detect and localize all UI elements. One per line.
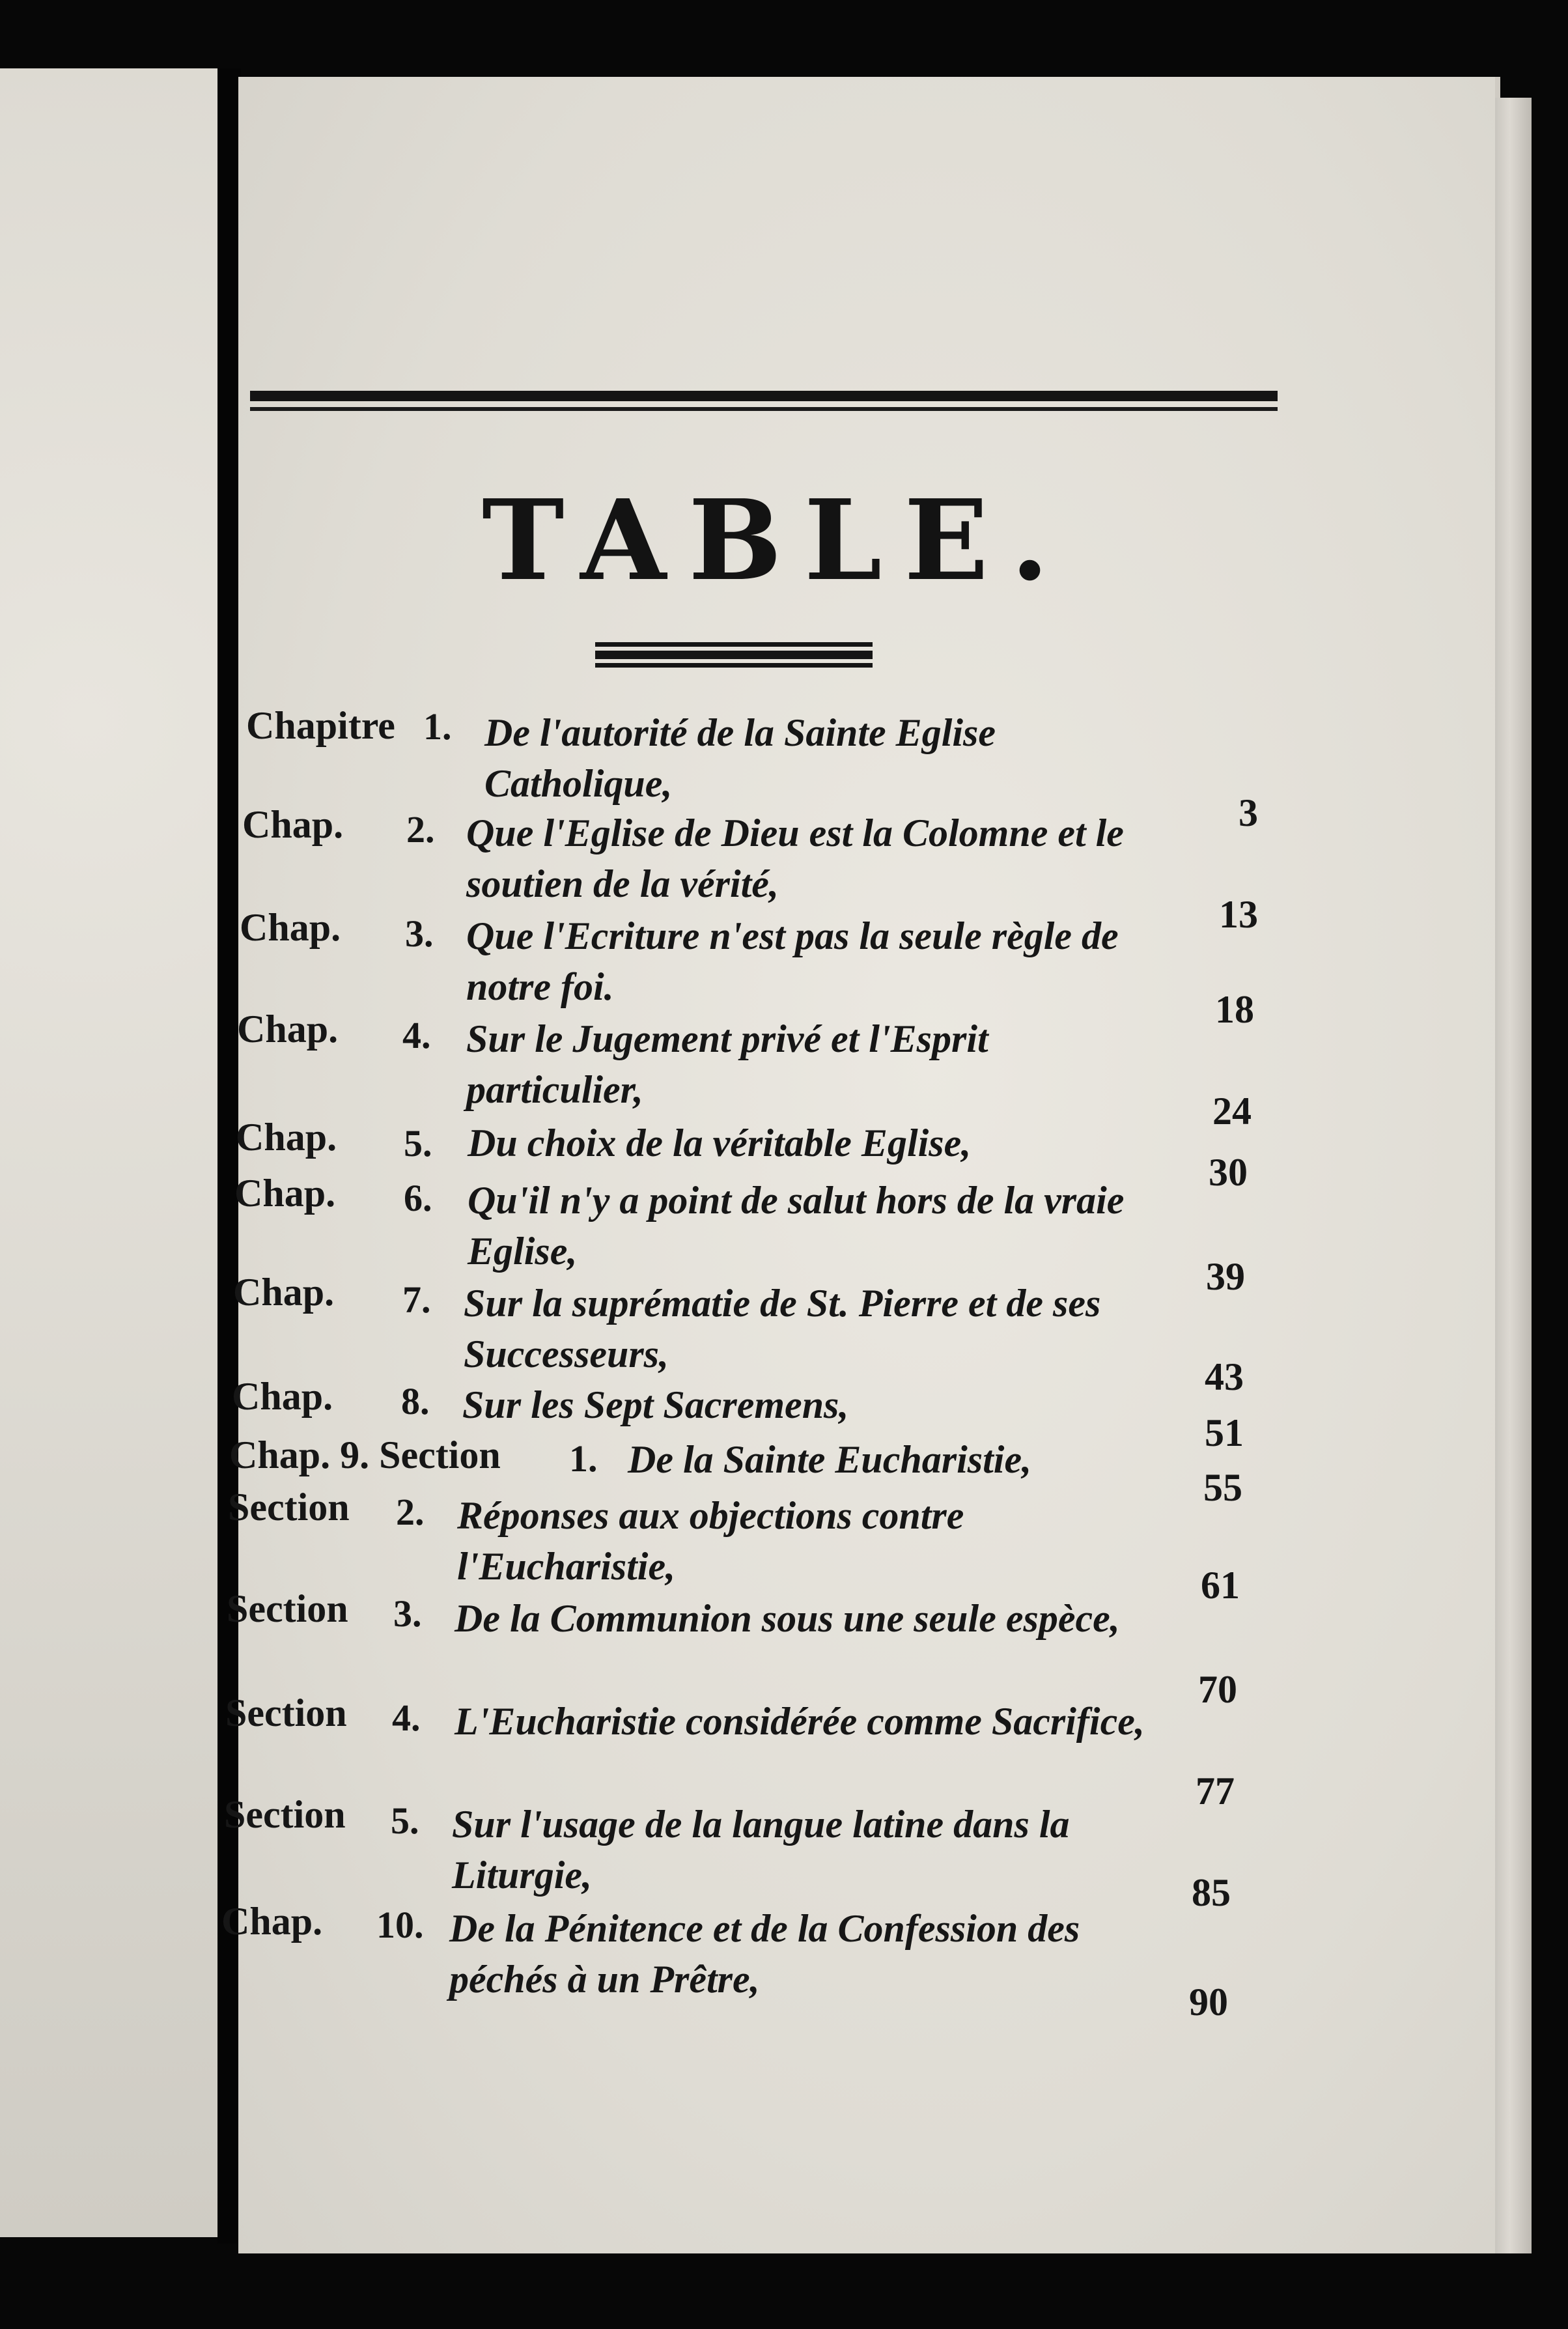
entry-number: 7.	[402, 1278, 431, 1321]
entry-page: 39	[1206, 1255, 1245, 1298]
entry-label: Chapitre	[246, 704, 395, 747]
entry-label: Chap.	[240, 906, 341, 949]
entry-page: 43	[1205, 1355, 1244, 1398]
entry-label: Chap.	[236, 1116, 337, 1159]
entry-number: 2.	[406, 808, 435, 851]
entry-title: Sur la suprématie de St. Pierre et de ses Successeurs,	[464, 1282, 1101, 1376]
entry-number: 3.	[393, 1592, 422, 1635]
entry-page: 13	[1219, 893, 1258, 936]
entry-label: Chap. 9. Section	[229, 1433, 501, 1476]
entry-number: 4.	[392, 1697, 421, 1739]
entry-page: 3	[1239, 791, 1258, 834]
entry-page: 18	[1215, 988, 1254, 1031]
entry-title: Sur les Sept Sacremens,	[462, 1383, 849, 1426]
entry-number: 2.	[396, 1491, 425, 1533]
entry-number: 5.	[391, 1800, 419, 1842]
entry-title: Qu'il n'y a point de salut hors de la vraie Eglise,	[468, 1179, 1125, 1273]
page-title: TABLE.	[482, 475, 1072, 606]
entry-page: 55	[1203, 1466, 1242, 1509]
entry-page: 85	[1192, 1871, 1231, 1914]
entry-title: Réponses aux objections contre l'Eucharistie,	[457, 1494, 964, 1588]
entry-page: 70	[1198, 1668, 1237, 1711]
entry-title: Sur le Jugement privé et l'Esprit particulier,	[466, 1017, 988, 1111]
entry-title: Que l'Ecriture n'est pas la seule règle de notre foi.	[466, 914, 1119, 1008]
entry-title: Sur l'usage de la langue latine dans la Liturgie,	[452, 1803, 1070, 1897]
entry-number: 10.	[376, 1904, 424, 1946]
entry-label: Section	[228, 1486, 350, 1529]
entry-label: Section	[224, 1793, 346, 1836]
entry-label: Chap.	[221, 1900, 323, 1943]
entry-number: 6.	[404, 1177, 432, 1219]
entry-number: 1.	[423, 705, 452, 748]
entry-title: De l'autorité de la Sainte Eglise Catholique,	[484, 711, 996, 805]
entry-page: 77	[1196, 1770, 1235, 1813]
entry-page: 24	[1212, 1090, 1252, 1133]
entry-page: 51	[1205, 1411, 1244, 1454]
entry-title: Du choix de la véritable Eglise,	[468, 1122, 972, 1164]
entry-page: 61	[1201, 1564, 1240, 1607]
entry-label: Chap.	[237, 1008, 339, 1051]
entry-label: Section	[227, 1587, 348, 1630]
entry-label: Chap.	[233, 1271, 335, 1314]
entry-label: Chap.	[242, 803, 344, 846]
entry-title: De la Communion sous une seule espèce,	[455, 1597, 1120, 1640]
entry-label: Chap.	[234, 1172, 336, 1215]
entry-number: 3.	[405, 912, 434, 955]
entry-page: 90	[1189, 1981, 1228, 2024]
entry-title: De la Pénitence et de la Confession des péchés à un Prêtre,	[449, 1907, 1080, 2001]
entry-number: 1.	[569, 1437, 598, 1480]
entry-label: Chap.	[232, 1375, 333, 1418]
entry-title: De la Sainte Eucharistie,	[628, 1438, 1032, 1481]
entry-page: 30	[1209, 1151, 1248, 1194]
entry-title: Que l'Eglise de Dieu est la Colomne et le soutien de la vérité,	[466, 812, 1124, 905]
entry-label: Section	[225, 1691, 347, 1734]
entry-title: L'Eucharistie considérée comme Sacrifice,	[455, 1700, 1145, 1743]
entry-number: 4.	[402, 1014, 431, 1056]
entry-number: 8.	[401, 1380, 430, 1422]
entry-number: 5.	[404, 1122, 432, 1164]
